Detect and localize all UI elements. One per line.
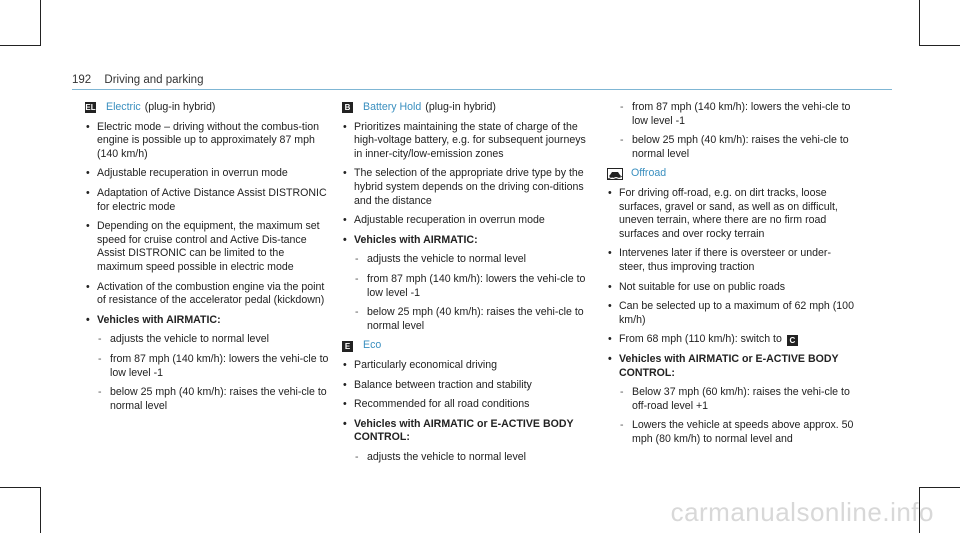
comfort-mode-icon: C <box>787 335 798 346</box>
list-item: • Adjustable recuperation in overrun mode <box>85 167 333 181</box>
airmatic-heading: • Vehicles with AIRMATIC: <box>85 314 333 328</box>
sub-item: - below 25 mph (40 km/h): raises the vehi-cle to normal level <box>607 134 855 161</box>
sub-item: - Below 37 mph (60 km/h): raises the vehi-cle to off-road level +1 <box>607 386 855 413</box>
list-item: • Intervenes later if there is oversteer or under-steer, thus improving traction <box>607 247 855 274</box>
list-item: • Not suitable for use on public roads <box>607 281 855 295</box>
list-item: • Can be selected up to a maximum of 62 mph (100 km/h) <box>607 300 855 327</box>
offroad-title: Offroad <box>631 167 667 180</box>
eco-title: Eco <box>363 339 382 352</box>
list-item: • Adaptation of Active Distance Assist DISTRONIC for electric mode <box>85 187 333 214</box>
section-title: Driving and parking <box>104 74 204 86</box>
sub-item: - from 87 mph (140 km/h): lowers the vehi-cle to low level -1 <box>342 273 590 300</box>
offroad-car-icon <box>607 168 623 180</box>
eco-heading <box>342 339 590 353</box>
battery-hold-icon: B <box>342 102 353 113</box>
battery-hold-heading <box>342 101 590 115</box>
crop-mark <box>0 487 41 488</box>
list-item: • Adjustable recuperation in overrun mode <box>342 214 590 228</box>
list-item: • Particularly economical driving <box>342 359 590 373</box>
list-item: • Recommended for all road conditions <box>342 398 590 412</box>
crop-mark <box>0 45 41 46</box>
sub-item: - adjusts the vehicle to normal level <box>342 253 590 267</box>
page-number: 192 <box>72 74 92 86</box>
sub-item: - below 25 mph (40 km/h): raises the vehi-cle to normal level <box>342 306 590 333</box>
list-item: • Balance between traction and stability <box>342 379 590 393</box>
list-item: • For driving off-road, e.g. on dirt tracks, loose surfaces, gravel or sand, as well as on difficult, uneven terrain, where there are no firm road surfaces and over rocky terrain <box>607 187 855 241</box>
crop-mark <box>40 487 41 533</box>
column-right <box>607 101 855 452</box>
switch-text: From 68 mph (110 km/h): switch to <box>619 333 782 346</box>
battery-hold-title: Battery Hold <box>363 101 422 113</box>
battery-hold-title-suffix: (plug-in hybrid) <box>425 101 496 113</box>
list-item: • Depending on the equipment, the maximum set speed for cruise control and Active Dis-tance Assist DISTRONIC can be limited to the maximum speed possible in electric mode <box>85 220 333 274</box>
list-item: • Electric mode – driving without the combus-tion engine is possible up to approximately 87 mph (140 km/h) <box>85 121 333 162</box>
eco-mode-icon: E <box>342 341 353 352</box>
list-item: • Prioritizes maintaining the state of charge of the high-voltage battery, e.g. for subsequent journeys in inner-city/low-emission zones <box>342 121 590 162</box>
offroad-heading <box>607 167 855 181</box>
header-rule <box>72 89 892 90</box>
crop-mark <box>919 45 960 46</box>
electric-title-suffix: (plug-in hybrid) <box>144 101 216 113</box>
page-header <box>72 74 203 86</box>
electric-heading <box>85 101 333 115</box>
list-item: • Activation of the combustion engine via the point of resistance of the accelerator pedal (kickdown) <box>85 281 333 308</box>
sub-item: - Lowers the vehicle at speeds above approx. 50 mph (80 km/h) to normal level and <box>607 419 855 446</box>
list-item-switch <box>607 333 855 347</box>
crop-mark <box>919 0 920 46</box>
sub-item: - adjusts the vehicle to normal level <box>85 333 333 347</box>
crop-mark <box>40 0 41 46</box>
sub-item: - below 25 mph (40 km/h): raises the vehi-cle to normal level <box>85 386 333 413</box>
electric-mode-icon: EL <box>85 103 96 113</box>
list-item: • The selection of the appropriate drive type by the hybrid system depends on the driving con-ditions and the distance <box>342 167 590 208</box>
airmatic-heading: • Vehicles with AIRMATIC: <box>342 234 590 248</box>
watermark: carmanualsonline.info <box>670 497 934 527</box>
sub-item: - adjusts the vehicle to normal level <box>342 451 590 465</box>
electric-title: Electric <box>106 101 141 113</box>
airmatic-ebody-heading: • Vehicles with AIRMATIC or E-ACTIVE BODY CONTROL: <box>342 418 590 445</box>
sub-item: - from 87 mph (140 km/h): lowers the vehi-cle to low level -1 <box>85 353 333 380</box>
column-middle <box>342 101 590 470</box>
crop-mark <box>919 487 960 488</box>
sub-item: - from 87 mph (140 km/h): lowers the vehi-cle to low level -1 <box>607 101 855 128</box>
airmatic-ebody-heading: • Vehicles with AIRMATIC or E-ACTIVE BODY CONTROL: <box>607 353 855 380</box>
column-left <box>85 101 333 419</box>
